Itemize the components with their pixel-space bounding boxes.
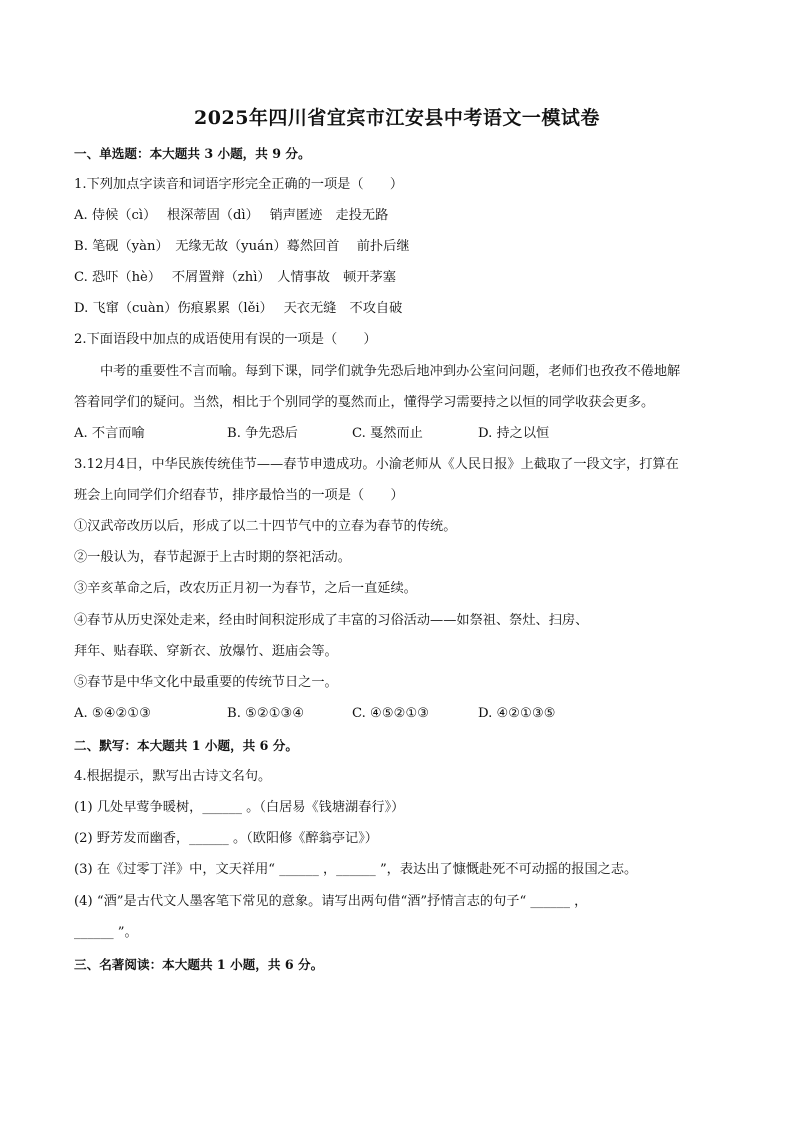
question-3-sentence-2: ②一般认为，春节起源于上古时期的祭祀活动。 [74, 550, 351, 565]
question-1-option-c: C. 恐吓（hè） 不屑置辩（zhì） 人情事故 顿开茅塞 [74, 270, 396, 285]
question-3-stem-line-2: 班会上向同学们介绍春节，排序最恰当的一项是（ ） [74, 488, 404, 503]
question-3-option-d: D. ④②①③⑤ [478, 706, 556, 721]
question-4-part-4: (4) “酒”是古代文人墨客笔下常见的意象。请写出两句借“酒”抒情言志的句子“ ______ ， [74, 894, 588, 909]
question-4-part-4-continued: ______ ”。 [74, 925, 138, 940]
question-2-option-b: B. 争先恐后 [227, 426, 298, 441]
question-2-option-a: A. 不言而喻 [74, 426, 145, 441]
question-1-option-b: B. 笔砚（yàn） 无缘无故（yuán）蓦然回首 前扑后继 [74, 239, 410, 254]
question-1-option-d: D. 飞窜（cuàn）伤痕累累（lěi） 天衣无缝 不攻自破 [74, 301, 403, 316]
question-3-option-a: A. ⑤④②①③ [74, 706, 152, 721]
question-3-option-b: B. ⑤②①③④ [227, 706, 305, 721]
question-1-option-a: A. 侍候（cì） 根深蒂固（dì） 销声匿迹 走投无路 [74, 208, 389, 223]
question-4-part-2: (2) 野芳发而幽香，______ 。（欧阳修《醉翁亭记》） [74, 831, 378, 846]
section-heading-classic-reading: 三、名著阅读：本大题共 1 小题，共 6 分。 [74, 957, 324, 972]
section-heading-dictation: 二、默写：本大题共 1 小题，共 6 分。 [74, 738, 298, 753]
question-1-stem: 1.下列加点字读音和词语字形完全正确的一项是（ ） [74, 177, 404, 192]
question-3-sentence-1: ①汉武帝改历以后，形成了以二十四节气中的立春为春节的传统。 [74, 519, 457, 534]
question-4-stem: 4.根据提示，默写出古诗文名句。 [74, 769, 272, 784]
question-2-stem: 2.下面语段中加点的成语使用有误的一项是（ ） [74, 332, 377, 347]
question-3-option-c: C. ④⑤②①③ [352, 706, 430, 721]
page-title: 2025年四川省宜宾市江安县中考语文一模试卷 [194, 107, 600, 129]
question-2-passage-line-2: 答着同学们的疑问。当然，相比于个别同学的戛然而止，懂得学习需要持之以恒的同学收获会更多。 [74, 395, 655, 410]
question-2-option-c: C. 戛然而止 [352, 426, 423, 441]
question-2-passage-line-1: 中考的重要性不言而喻。每到下课，同学们就争先恐后地冲到办公室问问题，老师们也孜孜不倦地解 [100, 364, 681, 379]
question-3-stem-line-1: 3.12月4日，中华民族传统佳节——春节申遗成功。小渝老师从《人民日报》上截取了一段文字，打算在 [74, 457, 679, 472]
question-4-part-3: (3) 在《过零丁洋》中，文天祥用“ ______ ，______ ”，表达出了慷慨赴死不可动摇的报国之志。 [74, 862, 638, 877]
question-2-option-d: D. 持之以恒 [478, 426, 550, 441]
question-3-sentence-5: ⑤春节是中华文化中最重要的传统节日之一。 [74, 675, 338, 690]
question-3-sentence-4: ④春节从历史深处走来，经由时间积淀形成了丰富的习俗活动——如祭祖、祭灶、扫房、 [74, 613, 589, 628]
question-3-sentence-4-continued: 拜年、贴春联、穿新衣、放爆竹、逛庙会等。 [74, 644, 338, 659]
question-3-sentence-3: ③辛亥革命之后，改农历正月初一为春节，之后一直延续。 [74, 581, 417, 596]
question-4-part-1: (1) 几处早莺争暖树，______ 。（白居易《钱塘湖春行》） [74, 800, 405, 815]
section-heading-single-choice: 一、单选题：本大题共 3 小题，共 9 分。 [74, 146, 311, 161]
